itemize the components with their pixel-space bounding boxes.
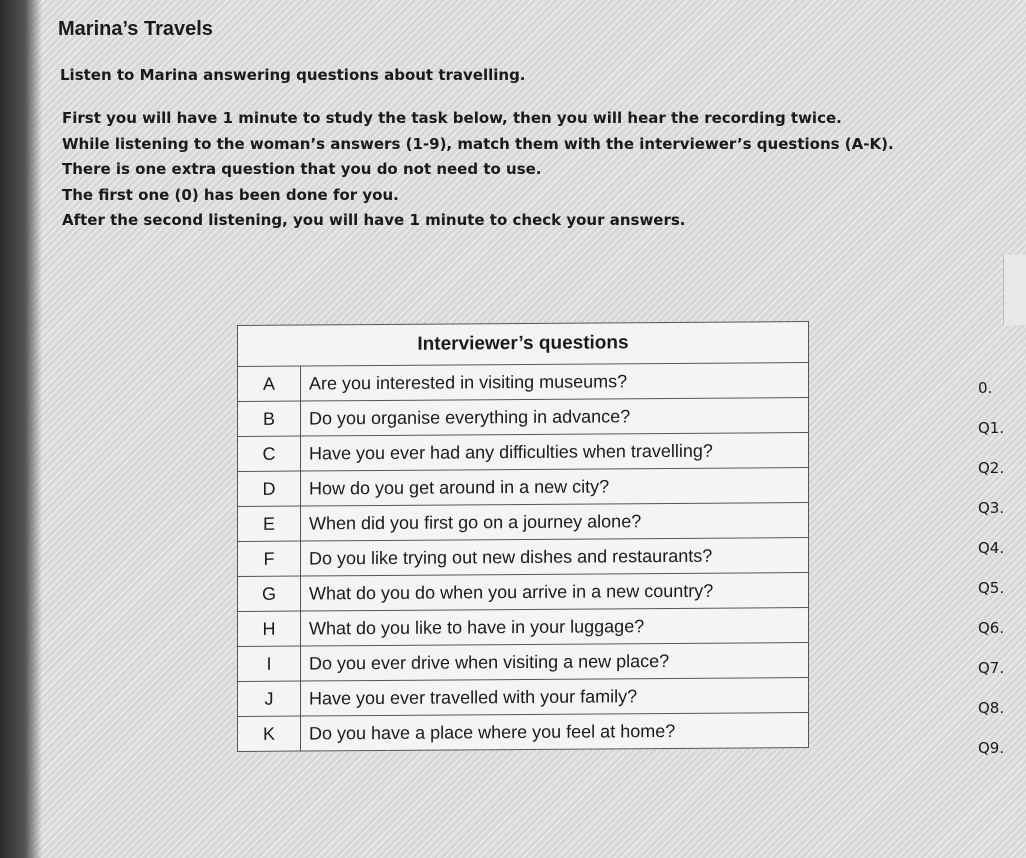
row-letter: H (238, 611, 301, 646)
row-question: Do you like trying out new dishes and restaurants? (301, 538, 809, 577)
row-question: Have you ever travelled with your family? (301, 678, 809, 717)
row-question: What do you do when you arrive in a new country? (301, 573, 809, 612)
row-letter: A (238, 366, 301, 401)
row-letter: K (238, 716, 301, 751)
instruction-line: First you will have 1 minute to study the task below, then you will hear the recording twice. (62, 109, 842, 127)
answer-item[interactable]: Q8. (978, 699, 1005, 717)
row-question: Do you ever drive when visiting a new place? (301, 643, 809, 682)
questions-table (237, 321, 809, 752)
answer-item[interactable]: 0. (978, 379, 993, 397)
row-question: When did you first go on a journey alone? (301, 503, 809, 542)
table-row (238, 503, 809, 542)
instruction-line: The first one (0) has been done for you. (62, 185, 399, 204)
instructions (62, 106, 894, 234)
table-row (238, 468, 809, 507)
row-question: Do you have a place where you feel at home? (301, 713, 809, 752)
table-row (238, 433, 809, 472)
answer-item[interactable]: Q1. (978, 419, 1005, 437)
row-letter: J (238, 681, 301, 716)
table-row (238, 608, 809, 647)
table-row (238, 678, 809, 717)
row-letter: E (238, 506, 301, 541)
page-title: Marina’s Travels (58, 18, 213, 40)
row-letter: F (238, 541, 301, 576)
table-row (238, 573, 809, 612)
answer-item[interactable]: Q6. (978, 619, 1005, 637)
row-letter: D (238, 471, 301, 506)
row-question: What do you like to have in your luggage? (301, 608, 809, 647)
answer-item[interactable]: Q5. (978, 579, 1005, 597)
answer-item[interactable]: Q2. (978, 459, 1005, 477)
instruction-line: There is one extra question that you do not need to use. (62, 160, 542, 178)
answer-item[interactable]: Q9. (978, 739, 1005, 757)
side-panel-edge (1003, 255, 1026, 325)
row-question: Do you organise everything in advance? (301, 398, 809, 437)
row-question: Have you ever had any difficulties when travelling? (301, 433, 809, 472)
table-row (238, 538, 809, 577)
screen-bezel (0, 0, 42, 858)
table-row (238, 713, 809, 752)
table-row (238, 363, 809, 402)
row-question: Are you interested in visiting museums? (301, 363, 809, 402)
instruction-line: After the second listening, you will have 1 minute to check your answers. (62, 211, 686, 229)
row-letter: G (238, 576, 301, 611)
answer-list (978, 368, 1004, 768)
instruction-line: While listening to the woman’s answers (1-9), match them with the interviewer’s questions (A-K). (62, 134, 894, 153)
row-letter: B (238, 401, 301, 436)
answer-item[interactable]: Q4. (978, 539, 1005, 557)
intro-text: Listen to Marina answering questions about travelling. (60, 66, 526, 84)
table-row (238, 643, 809, 682)
answer-item[interactable]: Q3. (978, 499, 1005, 517)
row-letter: I (238, 646, 301, 681)
table-header: Interviewer’s questions (238, 322, 809, 367)
row-letter: C (238, 436, 301, 471)
row-question: How do you get around in a new city? (301, 468, 809, 507)
answer-item[interactable]: Q7. (978, 659, 1005, 677)
table-row (238, 398, 809, 437)
